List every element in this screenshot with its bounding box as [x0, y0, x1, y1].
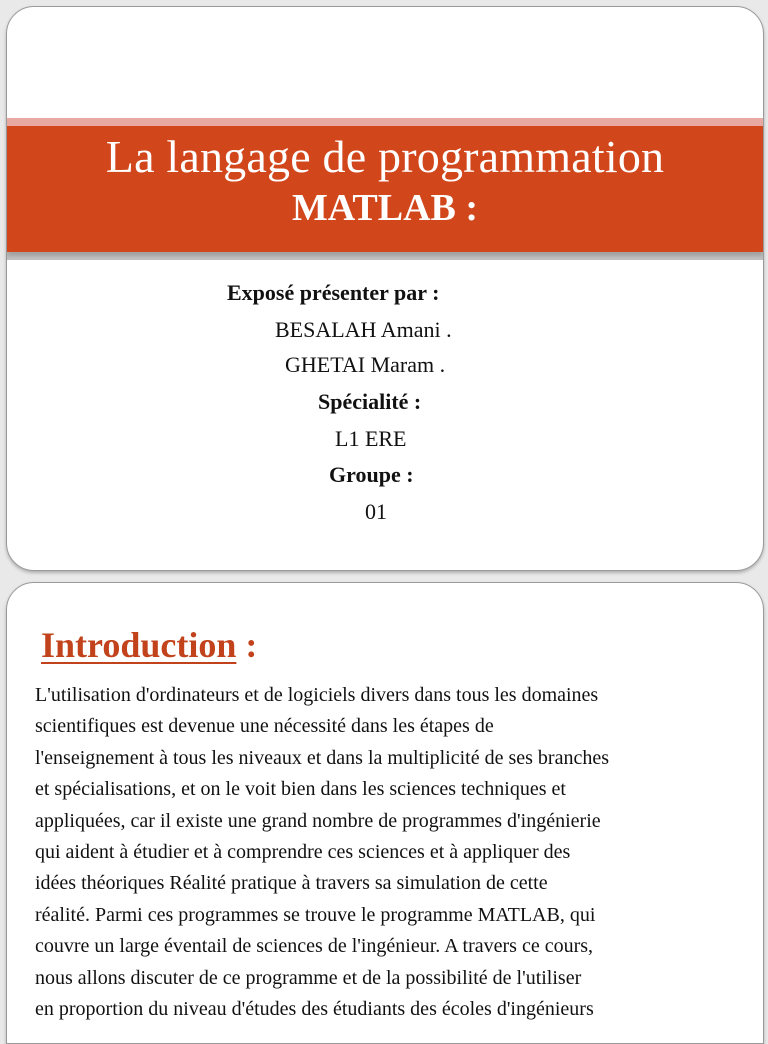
- introduction-heading-colon: :: [236, 625, 258, 665]
- paragraph-line: scientifiques est devenue une nécessité dans les étapes de: [35, 715, 494, 738]
- presented-by-label: Exposé présenter par :: [227, 280, 440, 305]
- paragraph-line: et spécialisations, et on le voit bien dans les sciences techniques et: [35, 778, 566, 801]
- introduction-slide: [6, 582, 764, 1044]
- paragraph-line: appliquées, car il existe une grand nombre de programmes d'ingénierie: [35, 809, 601, 832]
- paragraph-line: en proportion du niveau d'études des étudiants des écoles d'ingénieurs: [35, 998, 594, 1021]
- slide-subtitle: MATLAB :: [291, 187, 479, 229]
- paragraph-line: idées théoriques Réalité pratique à travers sa simulation de cette: [35, 872, 548, 895]
- specialty-value: L1 ERE: [335, 426, 407, 451]
- paragraph-line: L'utilisation d'ordinateurs et de logiciels divers dans tous les domaines: [35, 684, 599, 706]
- group-value: 01: [365, 499, 387, 524]
- paragraph-line: qui aident à étudier et à comprendre ces sciences et à appliquer des: [35, 841, 571, 864]
- group-label: Groupe :: [329, 462, 414, 487]
- paragraph-line: l'enseignement à tous les niveaux et dans la multiplicité de ses branches: [35, 746, 609, 769]
- specialty-label: Spécialité :: [318, 389, 422, 414]
- author-name: GHETAI Maram .: [285, 352, 446, 377]
- paragraph-line: réalité. Parmi ces programmes se trouve le programme MATLAB, qui: [35, 903, 596, 926]
- author-name: BESALAH Amani .: [275, 317, 452, 342]
- slide-title: La langage de programmation: [105, 131, 665, 182]
- introduction-heading-text: Introduction: [41, 625, 237, 665]
- introduction-heading: [41, 623, 257, 667]
- title-slide: [6, 6, 764, 571]
- introduction-paragraph: [35, 680, 741, 1025]
- title-band-shadow-stripe: [7, 252, 763, 260]
- paragraph-line: couvre un large éventail de sciences de l'ingénieur. A travers ce cours,: [35, 935, 594, 958]
- paragraph-line: nous allons discuter de ce programme et de la possibilité de l'utiliser: [35, 966, 582, 989]
